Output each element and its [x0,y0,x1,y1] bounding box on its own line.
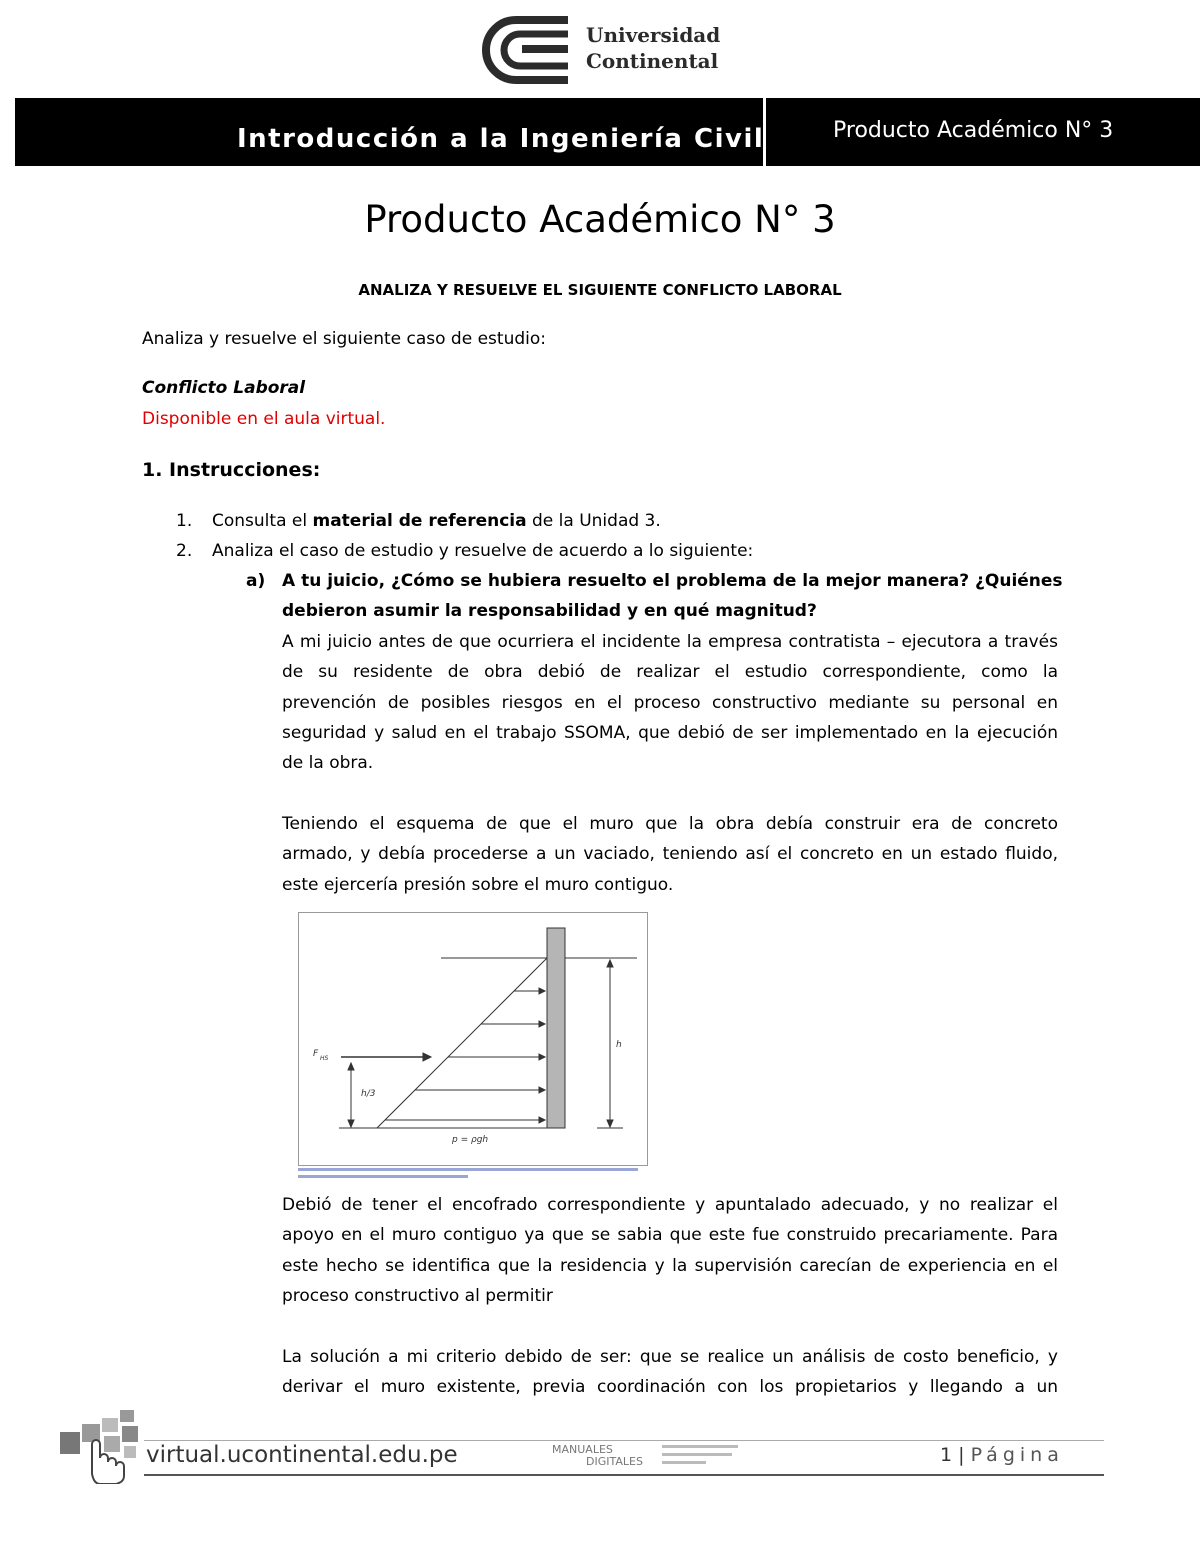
height-label: h [616,1040,622,1050]
answer-paragraph-1: A mi juicio antes de que ocurriera el incidente la empresa contratista – ejecutora a través de su residente de obra debió de realizar el estudio correspondiente, como la prevención de posibles riesgos en el proceso constructivo mediante su personal en seguridad y salud en el trabajo SSOMA, que debió de ser implementado en la ejecución de la obra. [282,632,1058,774]
list-item-number: 2. [176,541,193,561]
document-title: Producto Académico N° 3 [364,198,836,241]
list-item: Analiza el caso de estudio y resuelve de acuerdo a lo siguiente: [212,541,754,561]
intro-text: Analiza y resuelve el siguiente caso de estudio: [142,329,546,349]
list-item-number: 1. [176,511,193,531]
answer-paragraph-4: La solución a mi criterio debido de ser: que se realice un análisis de costo beneficio, y derivar el muro existente, previa coordinación con los propietarios y llegando a un [282,1347,1058,1398]
caption-line [298,1168,638,1171]
sub-item-label: a) [246,571,266,591]
course-header-bar [15,98,763,166]
footer-divider [144,1474,1104,1476]
answer-paragraph-3: Debió de tener el encofrado correspondiente y apuntalado adecuado, y no realizar el apoyo en el muro contiguo ya que se sabia que este fue construido precariamente. Para este hecho se identifica que la residencia y la supervisión carecían de experiencia en el proceso constructivo al permitir [282,1195,1058,1306]
logo-line-2: Continental [586,49,719,73]
continental-logo-icon [478,14,578,84]
university-logo [478,14,728,84]
pressure-label: p = ρgh [452,1135,489,1145]
figure-caption-lines [298,1167,650,1178]
course-title: Introducción a la Ingeniería Civil [237,124,765,154]
list-item: Consulta el material de referencia de la Unidad 3. [212,511,661,531]
manuales-note [662,1443,738,1464]
case-availability: Disponible en el aula virtual. [142,409,386,429]
footer-divider-top [144,1440,1104,1441]
bold-reference: material de referencia [312,511,527,531]
product-header-bar [766,98,1200,166]
touch-hand-icon [58,1410,142,1484]
third-height-label: h/3 [361,1089,376,1099]
pressure-diagram-figure [298,912,648,1166]
page-number: 1 | Página [940,1444,1064,1466]
wall-shape [547,928,565,1128]
instructions-heading: 1. Instrucciones: [142,459,321,481]
caption-line [298,1175,468,1178]
logo-line-1: Universidad [586,23,721,47]
page-word: Página [970,1444,1064,1466]
force-label: F [313,1049,319,1059]
answer-paragraph-2: Teniendo el esquema de que el muro que la obra debía construir era de concreto armado, y debía procederse a un vaciado, teniendo así el concreto en un estado fluido, este ejercería presión sobre el muro contiguo. [282,814,1058,895]
question-a: A tu juicio, ¿Cómo se hubiera resuelto el problema de la mejor manera? ¿Quiénes debieron asumir la responsabilidad y en qué magnitud? [282,571,1063,622]
document-subtitle: ANALIZA Y RESUELVE EL SIGUIENTE CONFLICTO LABORAL [358,281,842,299]
product-header-label: Producto Académico N° 3 [833,118,1114,143]
virtual-campus-icon [58,1410,142,1484]
footer-site-url[interactable]: virtual.ucontinental.edu.pe [146,1442,458,1468]
force-label-sub: HS [320,1055,329,1062]
pressure-diagram [299,913,647,1165]
manuales-digitales-logo: MANUALES DIGITALES [552,1443,643,1468]
case-title: Conflicto Laboral [142,378,306,398]
